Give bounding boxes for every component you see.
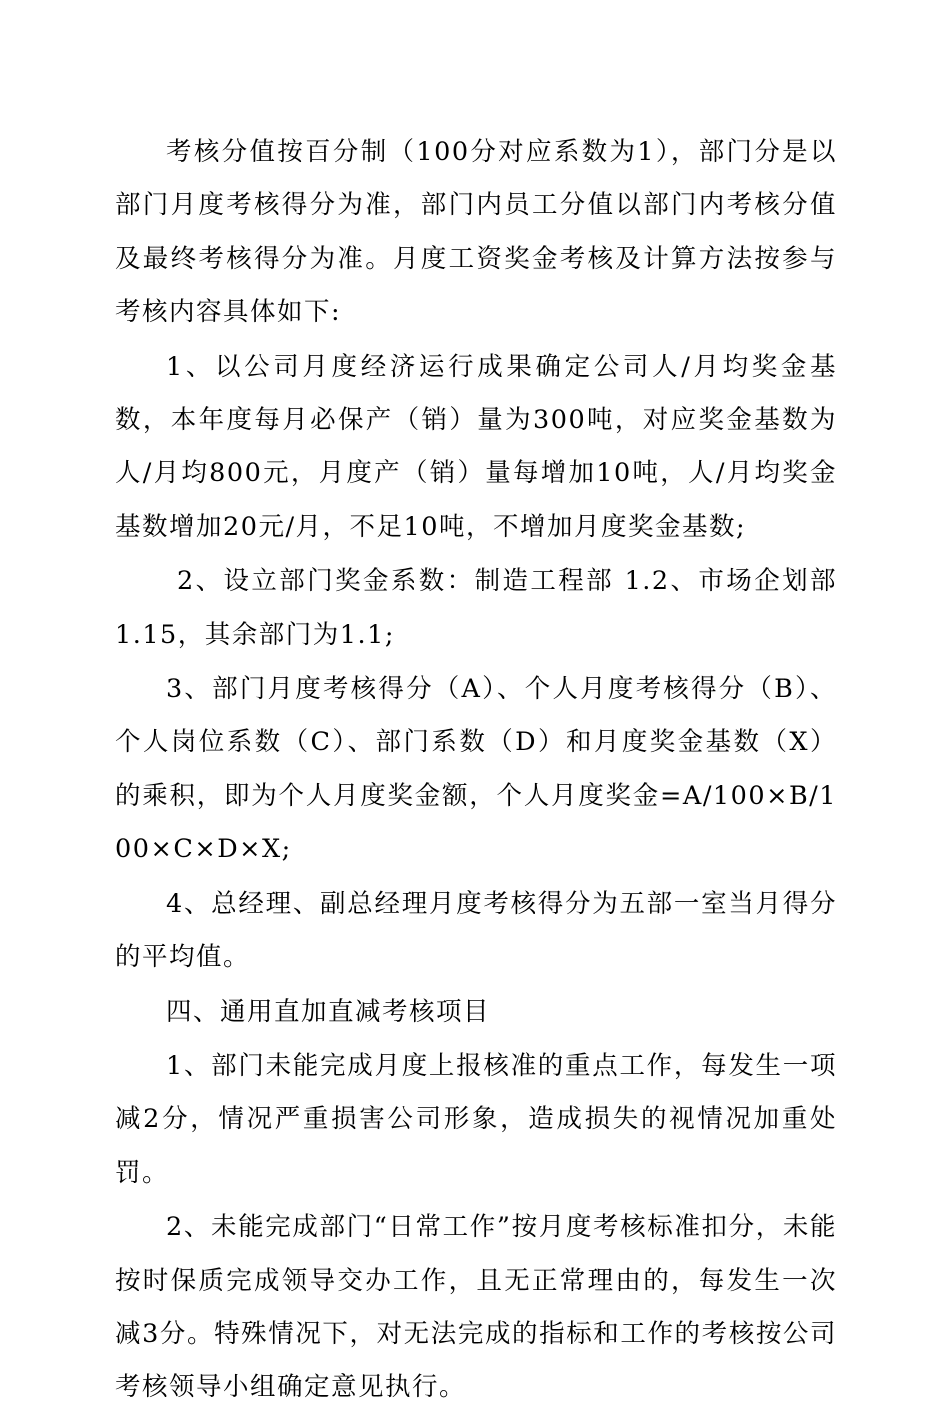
paragraph-rule-1: 1、部门未能完成月度上报核准的重点工作，每发生一项减2分，情况严重损害公司形象，造成损失的视情况加重处罚。 [115,1050,837,1188]
paragraph-rule-2: 2、未能完成部门“日常工作”按月度考核标准扣分，未能按时保质完成领导交办工作，且无正常理由的，每发生一次减3分。特殊情况下，对无法完成的指标和工作的考核按公司考核领导小组确定意见执行。 [115,1212,837,1403]
paragraph-item-4-manager-score: 4、总经理、副总经理月度考核得分为五部一室当月得分的平均值。 [115,888,837,973]
section-heading-4: 四、通用直加直减考核项目 [166,996,491,1027]
paragraph-item-1-bonus-base: 1、以公司月度经济运行成果确定公司人/月均奖金基数，本年度每月必保产（销）量为300吨，对应奖金基数为人/月均800元，月度产（销）量每增加10吨，人/月均奖金基数增加20元/月，不足10吨，不增加月度奖金基数; [115,351,837,542]
paragraph-scoring-intro: 考核分值按百分制（100分对应系数为1），部门分是以部门月度考核得分为准，部门内员工分值以部门内考核分值及最终考核得分为准。月度工资奖金考核及计算方法按参与考核内容具体如下: [115,137,837,328]
paragraph-item-2-dept-coefficient: 2、设立部门奖金系数：制造工程部 1.2、市场企划部 1.15，其余部门为1.1; [115,566,837,650]
document-body [115,126,837,1416]
paragraph-item-3-bonus-formula: 3、部门月度考核得分（A）、个人月度考核得分（B）、个人岗位系数（C）、部门系数（D）和月度奖金基数（X）的乘积，即为个人月度奖金额，个人月度奖金=A/100×B/100×C×D×X; [115,674,837,865]
